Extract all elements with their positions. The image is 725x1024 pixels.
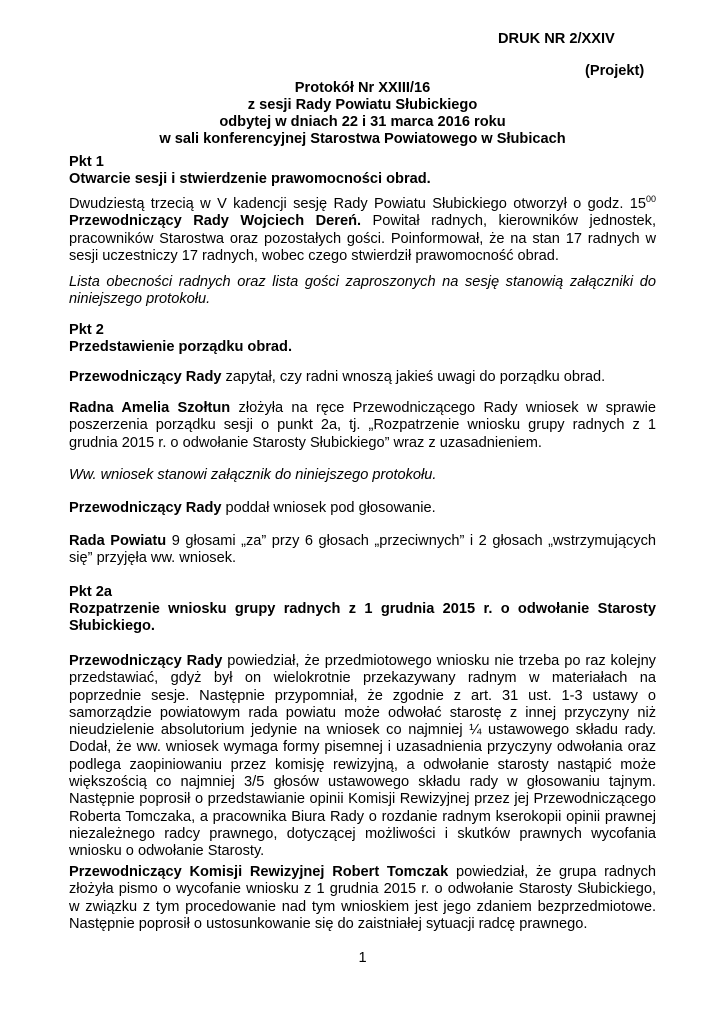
- pkt2a-heading: Rozpatrzenie wniosku grupy radnych z 1 grudnia 2015 r. o odwołanie Starosty Słubickiego.: [69, 601, 656, 635]
- pkt2a-p2-text: powiedział, że grupa radnych złożyła pismo o wycofanie wniosku z 1 grudnia 2015 r. o odwołanie Starosty Słubickiego, w związku z tym procedowanie nad tym wnioskiem jest jego zdaniem bezprzedmiotowe. Następnie poprosił o ustosunkowanie się do zaistniałej sytuacji radcę prawnego.: [69, 864, 656, 932]
- pkt1-p1-text-2: Powitał radnych, kierowników jednostek, pracowników Starostwa oraz pozostałych gości. Poinformował, że na stan 17 radnych w sesji uczestniczy 17 radnych, wobec czego stwierdził prawomocność obrad.: [69, 213, 657, 264]
- pkt2a-label: Pkt 2a: [69, 584, 112, 600]
- pkt2a-paragraph-2: [69, 864, 656, 933]
- pkt2-p4-text: poddał wniosek pod głosowanie.: [221, 500, 436, 516]
- pkt2a-p2-speaker: Przewodniczący Komisji Rewizyjnej Robert Tomczak: [69, 864, 449, 880]
- pkt1-p1-text-1: Dwudziestą trzecią w V kadencji sesję Rady Powiatu Słubickiego otworzył o godz. 15: [69, 196, 646, 212]
- pkt2a-paragraph-1: [69, 653, 656, 861]
- title-line-3: odbytej w dniach 22 i 31 marca 2016 roku: [219, 114, 506, 130]
- pkt1-p1-speaker: Przewodniczący Rady Wojciech Dereń.: [69, 213, 362, 230]
- title-line-2: z sesji Rady Powiatu Słubickiego: [247, 97, 478, 113]
- print-number: DRUK NR 2/XXIV: [498, 31, 615, 47]
- page-number: 1: [358, 950, 367, 966]
- pkt2-p1-speaker: Przewodniczący Rady: [69, 369, 222, 385]
- pkt2-paragraph-2: [69, 400, 656, 452]
- pkt2-attachment-note: Ww. wniosek stanowi załącznik do niniejszego protokołu.: [69, 467, 437, 483]
- draft-label: (Projekt): [585, 63, 645, 79]
- pkt1-attachment-note: Lista obecności radnych oraz lista gości zaproszonych na sesję stanowią załączniki do niniejszego protokołu.: [69, 274, 656, 308]
- pkt2-paragraph-4: [69, 500, 656, 517]
- pkt2-paragraph-1: [69, 369, 656, 386]
- pkt2-p2-text: złożyła na ręce Przewodniczącego Rady wniosek w sprawie poszerzenia porządku sesji o punkt 2a, tj. „Rozpatrzenie wniosku grupy radnych z 1 grudnia 2015 r. o odwołanie Starosty Słubickiego” wraz z uzasadnieniem.: [69, 400, 656, 451]
- pkt2-p5-text: 9 głosami „za” przy 6 głosach „przeciwnych” i 2 głosach „wstrzymujących się” przyjęła ww. wniosek.: [69, 533, 656, 567]
- pkt1-label: Pkt 1: [69, 154, 104, 170]
- pkt2-p5-subject: Rada Powiatu: [69, 533, 167, 549]
- pkt1-heading: Otwarcie sesji i stwierdzenie prawomocności obrad.: [69, 171, 431, 187]
- title-line-4: w sali konferencyjnej Starostwa Powiatowego w Słubicach: [159, 131, 566, 147]
- pkt2-p2-speaker: Radna Amelia Szołtun: [69, 400, 231, 416]
- pkt2-vote-result: [69, 533, 656, 568]
- pkt2-p4-speaker: Przewodniczący Rady: [69, 500, 222, 516]
- title-line-1: Protokół Nr XXIII/16: [294, 80, 431, 96]
- pkt1-p1-superscript: 00: [645, 194, 656, 204]
- pkt2-heading: Przedstawienie porządku obrad.: [69, 339, 293, 355]
- pkt1-paragraph-1: [69, 196, 656, 265]
- pkt2a-p1-speaker: Przewodniczący Rady: [69, 653, 223, 669]
- pkt2-p1-text: zapytał, czy radni wnoszą jakieś uwagi do porządku obrad.: [221, 369, 606, 385]
- pkt2-label: Pkt 2: [69, 322, 104, 338]
- pkt2a-p1-text: powiedział, że przedmiotowego wniosku nie trzeba po raz kolejny przedstawiać, gdyż był on wielokrotnie przekazywany radnym w materiałach na poprzednie sesje. Następnie przypomniał, że zgodnie z art. 31 ust. 1-3 ustawy o samorządzie powiatowym rada powiatu może odwołać starostę z innej przyczyny niż nieudzielenie absolutorium jedynie na wniosek co najmniej ¼ ustawowego składu rady. Dodał, że ww. wniosek wymaga formy pisemnej i uzasadnienia przyczyny odwołania oraz podlega zaopiniowaniu przez komisję rewizyjną, a odwołanie starosty nastąpić może większością co najmniej 3/5 głosów ustawowego składu rady w głosowaniu tajnym. Następnie poprosił o przedstawianie opinii Komisji Rewizyjnej przez jej Przewodniczącego Roberta Tomczaka, a pracownika Biura Rady o rozdanie radnym kserokopii opinii prawnej niezależnego radcy prawnego, dotyczącej możliwości i skutków prawnych wycofania wniosku o odwołanie Starosty.: [69, 653, 656, 860]
